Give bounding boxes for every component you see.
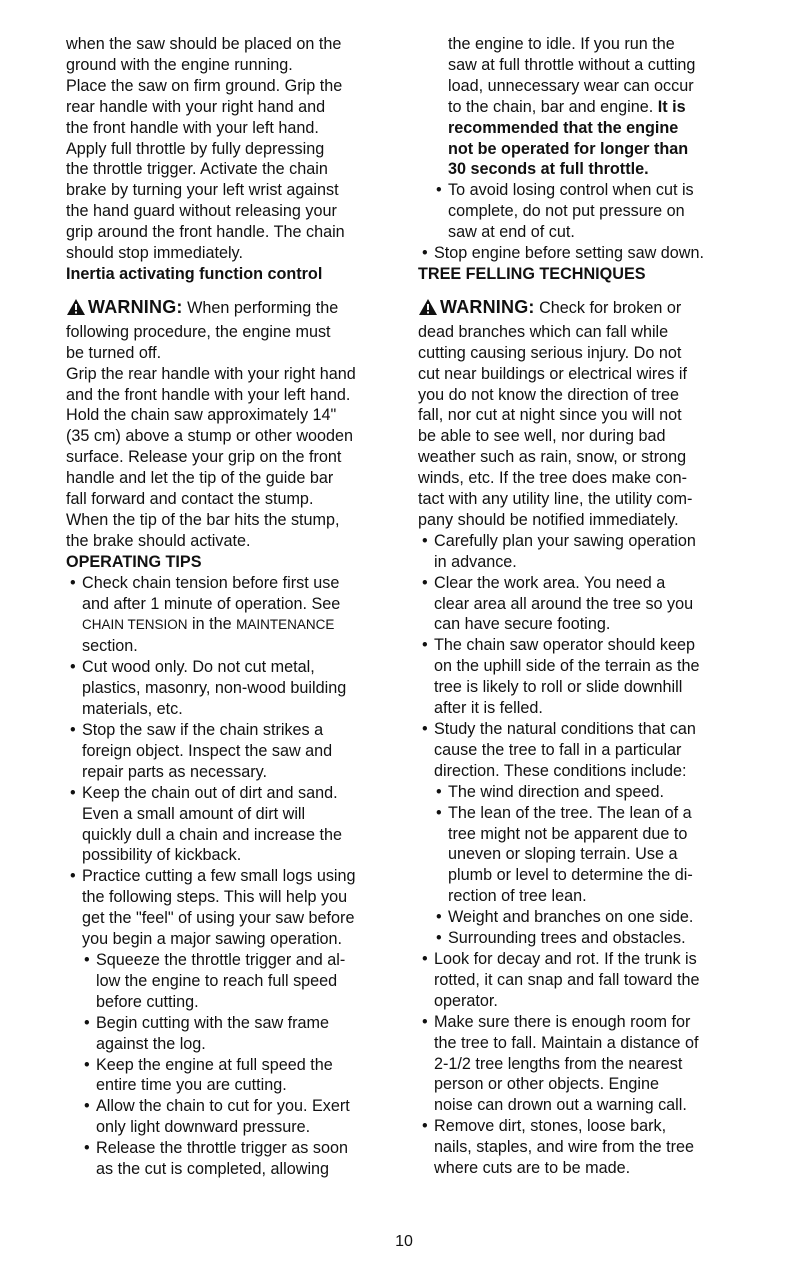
sub-list-item: • Allow the chain to cut for you. Exert only light downward pressure. (84, 1097, 350, 1137)
list-item: • Check chain tension before first use and after 1 minute of operation. See CHAIN TENSION in the MAINTENANCE section. (70, 573, 341, 656)
warning-text: When performing the (182, 298, 339, 317)
sub-list-item: • Begin cutting with the saw frame against the log. (84, 1013, 330, 1053)
list-item: • Stop engine before setting saw down. (422, 244, 704, 263)
list-item: • Study the natural conditions that can cause the tree to fall in a particular direction. These conditions include: (422, 720, 696, 780)
list-item: • Practice cutting a few small logs using the following steps. This will help you get the "feel" of using your saw before you begin a major sawing operation. (70, 867, 356, 949)
list-item: • Cut wood only. Do not cut metal, plastics, masonry, non-wood building materials, etc. (70, 658, 347, 719)
tree-felling-heading: TREE FELLING TECHNIQUES (418, 264, 646, 283)
chain-brake-paragraph: Place the saw on firm ground. Grip the rear handle with your right hand and the front handle with your left hand. Apply full throttle by fully depressing the throttle trigger. Activate the chain brake by turning your left wrist against the hand guard without releasing your grip around the front handle. The chain should stop immediately. (66, 76, 345, 263)
warning-block: WARNING: When performing the following procedure, the engine must be turned off. (66, 296, 339, 362)
list-item: • Stop the saw if the chain strikes a foreign object. Inspect the saw and repair parts as necessary. (70, 721, 333, 781)
list-item: • Make sure there is enough room for the tree to fall. Maintain a distance of 2-1/2 tree lengths from the nearest person or other objects. Engine noise can drown out a warning call. (422, 1012, 699, 1115)
sub-list-item: • The lean of the tree. The lean of a tree might not be apparent due to uneven or sloping terrain. Use a plumb or level to determine the di- rection of tree lean. (436, 803, 693, 906)
warning-text: Check for broken or (534, 298, 682, 317)
list-item: • Look for decay and rot. If the trunk is rotted, it can snap and fall toward the operator. (422, 949, 700, 1010)
intro-text: when the saw should be placed on the ground with the engine running. (66, 35, 342, 74)
sub-list-item: • Surrounding trees and obstacles. (436, 929, 686, 948)
warning-label: WARNING: (88, 296, 183, 317)
list-item: • The chain saw operator should keep on the uphill side of the terrain as the tree is likely to roll or slide downhill after it is felled. (422, 636, 700, 718)
warning-triangle-icon (66, 298, 86, 322)
warning-block: WARNING: Check for broken or dead branches which can fall while cutting causing serious injury. Do not cut near buildings or electrical wires if you do not know the direction of tree fall, nor cut at night since you will not be able to see well, nor during bad weather such as rain, snow, or strong winds, etc. If the tree does make con- tact with any utility line, the utility com- pany should be notified immediately. (418, 296, 693, 529)
inertia-procedure-paragraph: Grip the rear handle with your right hand and the front handle with your left hand. Hold the chain saw approximately 14" (35 cm) above a stump or other wooden surface. Release your grip on the front handle and let the tip of the guide bar fall forward and contact the stump. When the tip of the bar hits the stump, the brake should activate. (66, 364, 356, 550)
sub-list-item: • Release the throttle trigger as soon as the cut is completed, allowing (84, 1139, 348, 1179)
sub-list-item-continued: the engine to idle. If you run the saw at full throttle without a cutting load, unnecessary wear can occur to the chain, bar and engine. It is recommended that the engine not be operated for longer than 30 seconds at full throttle. (448, 35, 696, 179)
right-column (418, 34, 778, 1179)
operating-tips-heading: OPERATING TIPS (66, 552, 202, 571)
list-item: • Clear the work area. You need a clear area all around the tree so you can have secure footing. (422, 573, 694, 634)
list-item: • Keep the chain out of dirt and sand. Even a small amount of dirt will quickly dull a chain and increase the possibility of kickback. (70, 783, 343, 865)
sub-list-item: • Weight and branches on one side. (436, 908, 694, 927)
page-number: 10 (395, 1233, 413, 1250)
list-item: • Remove dirt, stones, loose bark, nails, staples, and wire from the tree where cuts are to be made. (422, 1117, 695, 1178)
sub-list-item: • The wind direction and speed. (436, 782, 664, 801)
inertia-heading: Inertia activating function control (66, 264, 323, 283)
left-column (66, 34, 428, 1180)
list-item: • Carefully plan your sawing operation in advance. (422, 531, 696, 571)
sub-list-item: • To avoid losing control when cut is complete, do not put pressure on saw at end of cut. (436, 181, 694, 242)
sub-list-item: • Keep the engine at full speed the entire time you are cutting. (84, 1055, 333, 1095)
sub-list-item: • Squeeze the throttle trigger and al- low the engine to reach full speed before cutting. (84, 950, 346, 1011)
warning-triangle-icon (418, 298, 438, 322)
warning-label: WARNING: (440, 296, 535, 317)
